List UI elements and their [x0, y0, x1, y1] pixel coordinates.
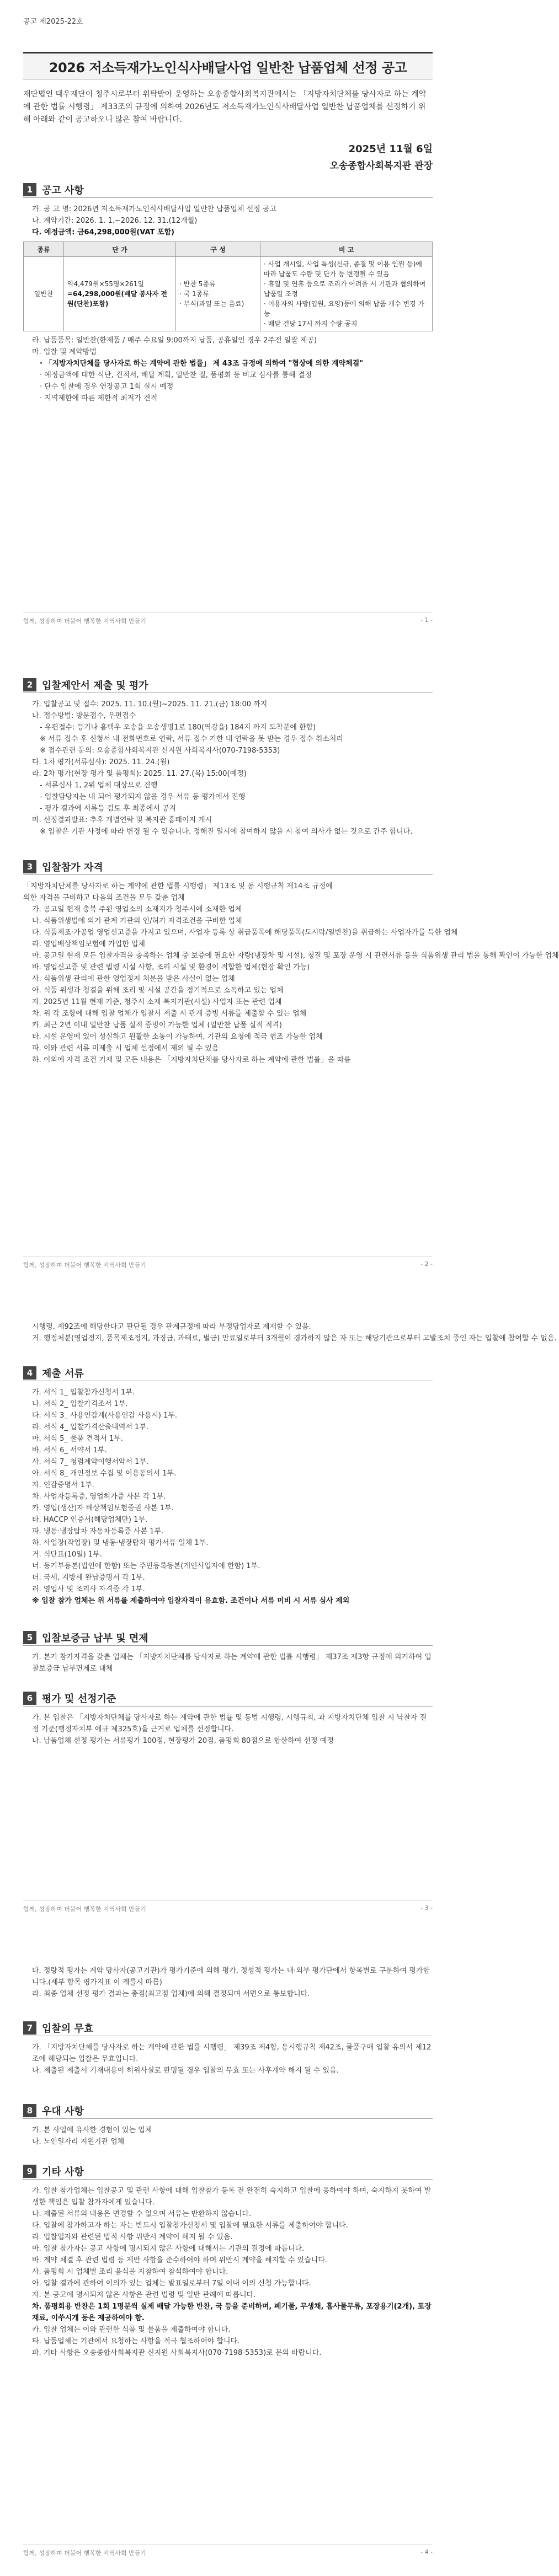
page-number: - 4 - [420, 2548, 433, 2556]
table-cell [176, 257, 260, 331]
text-line: 나. 식품위생법에 의거 관계 기관의 인/허가 자격조건을 구비한 업체 [32, 917, 242, 925]
section-6 [23, 1690, 433, 1747]
text-line: 다. 정량적 평가는 계약 당사자(공고기관)가 평가기준에 의해 평가, 정성적 평가는 내·외부 평가단에서 항목별로 구분하여 평가합니다.(세부 항목 평가지표 이 계를시 따름) [32, 1967, 430, 1987]
text-line: 가. 본 입찰은 「지방자치단체를 당사자로 하는 계약에 관한 법률 및 동법 시행령, 시행규칙, 과 지방자치단체 입찰 시 낙찰자 결정 기준(행정자치부 예규 제325호)을 근거로 업체를 선정합니다. [32, 1714, 427, 1734]
text-line: 가. 「지방자치단체를 당사자로 하는 계약에 관한 법률 시행령」 제39조 제4항, 동시행규칙 제42조, 물품구매 입찰 유의서 제12조에 해당되는 입찰은 무효입니다. [32, 2043, 432, 2063]
text-line: 파. 이와 관련 서류 미제출 시 업체 선정에서 제외 될 수 있음 [32, 1044, 219, 1053]
price-formula: 약4,479원×55명×261일 [67, 280, 145, 288]
section-9 [23, 2164, 433, 2359]
text-line: 아. 입찰 결과에 관하여 이의가 있는 업체는 발표일로부터 7일 이내 이의 신청 가능합니다. [32, 2279, 311, 2288]
contract-table [23, 242, 433, 331]
section-number: 1 [23, 183, 36, 196]
text-line: ※ 접수관련 문의: 오송종합사회복지관 신지원 사회복지사(070-7198-5353) [40, 747, 280, 755]
section-8 [23, 2103, 433, 2148]
text-line: 가. 공고일 현재 충북 주된 영업소의 소재지가 청주시에 소재한 업체 [32, 905, 242, 914]
text-line: 차. 사업자등록증, 영업허가증 사본 각 1부. [32, 1493, 166, 1501]
section-1 [23, 182, 433, 404]
section-title: 평가 및 선정기준 [42, 1693, 116, 1705]
text-line: 마. 공고일 현재 모든 입찰자격을 충족하는 업체 중 보증에 필요한 자량(냉장차 및 시설), 청결 및 포장 운영 시 관련서류 등을 식품위생 관리 법을 통해 확인이 가능한 업체 [32, 952, 559, 960]
title-text: 2026 저소득재가노인식사배달사업 일반찬 납품업체 선정 공고 [49, 60, 407, 76]
table-header: 단 가 [64, 242, 176, 257]
section-number: 6 [23, 1692, 36, 1705]
text-line: 가. 공 고 명: 2026년 저소득재가노인식사배달사업 일반찬 납품업체 선정 공고 [32, 205, 276, 213]
section-6-continued [23, 1965, 433, 2000]
text-line: 자. 인감증명서 1부. [32, 1481, 94, 1489]
footer-note: 함께, 성장하며 더불어 행복한 지역사회 만들기 [23, 1262, 146, 1269]
text-line: 타. 시설 운영에 있어 성실하고 원활한 소통이 가능하며, 기관의 요청에 적극 협조 가능한 업체 [32, 1033, 323, 1041]
text-line: 차. 품평회용 반찬은 1회 1명분씩 실제 배달 가능한 반찬, 국 등을 준비하며, 폐기물, 무생채, 흡사물무류, 포장용기(2개), 포장재료, 이쑤시개 등은 제공하여야 함. [32, 2303, 432, 2322]
text-line: 타. 납품업체는 기관에서 요청하는 사항을 적극 협조하여야 합니다. [32, 2337, 240, 2346]
text-line: 마. 서식 5_ 물품 견적서 1부. [32, 1435, 123, 1443]
text-line: 마. 입찰 및 계약방법 [32, 348, 97, 356]
comp-item: · 부식(과일 또는 음료) [179, 300, 244, 308]
notice-id: 공고 제2025-22호 [23, 18, 83, 26]
note-item: · 휴일 및 연휴 등으로 조리가 어려울 시 기관과 협의하여 납품일 조정 [264, 280, 426, 298]
text-line: 하. 이외에 자격 조건 기재 및 모든 내용은 「지방자치단체를 당사자로 하는 계약에 관한 법률」을 따름 [32, 1056, 351, 1064]
document-title [23, 52, 433, 79]
text-line: · 「지방자치단체를 당사자로 하는 계약에 관한 법률」 제 43조 규정에 의하여 "협상에 의한 계약체결" [40, 359, 364, 368]
section-5 [23, 1630, 433, 1675]
section-3-continued [23, 1321, 557, 1344]
text-line: - 서류심사 1, 2위 업체 대상으로 진행 [40, 781, 158, 790]
text-line: ※ 입찰 참가 업체는 위 서류를 제출하여야 입찰자격이 유효함. 조건이나 서류 미비 시 서류 심사 제외 [32, 1597, 350, 1605]
section-4 [23, 1365, 433, 1607]
text-line: - 평가 결과에 서류등 검토 후 최종에서 공지 [40, 804, 177, 813]
table-header: 비 고 [260, 242, 433, 257]
text-line: 라. 입찰업자와 관련된 법적 사항 위반시 계약이 해지 될 수 있음. [32, 2233, 233, 2241]
text-line: 파. 냉동·냉장탑차 자동차등록증 사본 1부. [32, 1527, 164, 1536]
text-line: 나. 서식 2_ 입찰가격조서 1부. [32, 1400, 128, 1408]
intro-paragraph: 재단법인 대우재단이 청주시로부터 위탁받아 운영하는 오송종합사회복지관에서는 「지방자치단체를 당사자로 하는 계약에 관한 법률 시행령」 제33조의 규정에 의하여 2026년도 저소득재가노인식사배달사업 일반찬 납품업체를 선정하기 위해 아래와 같이 공고하오니 많은 참여 바랍니다. [23, 90, 427, 124]
text-line: 가. 서식 1_ 입찰참가신청서 1부. [32, 1388, 135, 1397]
section-number: 2 [23, 678, 36, 691]
section-3 [23, 859, 559, 1066]
text-line: 나. 납품업체 선정 평가는 서류평가 100점, 현장평가 20점, 품평회 80점으로 합산하여 선정 예정 [32, 1737, 334, 1745]
note-item: · 사업 개시일, 사업 특성(신규, 종결 및 이용 인원 등)에 따라 납품도 수량 및 단가 등 변경될 수 있음 [264, 260, 422, 278]
text-line: 가. 본 사업에 유사한 경험이 있는 업체 [32, 2126, 152, 2134]
text-line: 다. 식품제조·가공업 영업신고증을 가지고 있으며, 사업자 등록 상 취급품목에 해당품목(도시락/일반찬)을 취급하는 사업자가를 득한 업체 [32, 929, 458, 937]
text-line: 라. 서식 4_ 입찰가격산출내역서 1부. [32, 1423, 149, 1431]
text-line: 자. 2025년 11월 현재 기준, 청주시 소재 복지기관(시설) 사업자 또는 관련 업체 [32, 998, 282, 1006]
section-number: 9 [23, 2165, 36, 2178]
section-title: 우대 사항 [42, 2106, 84, 2117]
table-cell: 일반찬 [24, 257, 64, 331]
section-title: 입찰참가 자격 [42, 862, 103, 873]
section-7 [23, 2020, 433, 2076]
page-footer [23, 2545, 433, 2557]
text-line: 거. 식단표(10일) 1부. [32, 1550, 102, 1559]
section-number: 3 [23, 860, 36, 873]
text-line: 가. 입찰공고 및 접수: 2025. 11. 10.(월)~2025. 11. 21.(금) 18:00 까지 [32, 700, 268, 709]
text-line: 다. 예정금액: 금64,298,000원(VAT 포함) [32, 228, 174, 237]
section-header [23, 1690, 433, 1706]
text-line: 마. 선정결과발표: 추후 개별연락 및 복지관 홈페이지 게시 [32, 816, 212, 824]
page-footer [23, 1901, 433, 1913]
text-line: 「지방자치단체를 당사자로 하는 계약에 관한 법률 시행령」 제13조 및 동 시행규칙 제14조 규정에 [23, 882, 333, 890]
text-line: 사. 식품위생 관리에 관한 영업정지 처분을 받은 사실이 없는 업체 [32, 975, 235, 983]
text-line: 차. 위 각 조항에 대해 입찰 업체가 입찰서 제출 시 관계 증빙 서류를 제출할 수 있는 업체 [32, 1010, 307, 1018]
section-2 [23, 677, 433, 838]
page-footer [23, 613, 433, 625]
text-line: 라. 최종 업체 선정 평가 결과는 총점(최고점 업체)에 의해 결정되며 서면으로 통보합니다. [32, 1990, 310, 1998]
section-header [23, 2103, 433, 2119]
text-line: 다. 서식 3_ 사용인감계(사용인감 사용시) 1부. [32, 1412, 178, 1420]
text-line: 타. HACCP 인증서(해당업체만) 1부. [32, 1516, 148, 1524]
text-line: 라. 2차 평가(현장 평가 및 품평회): 2025. 11. 27.(목) 15:00(예정) [32, 770, 247, 778]
page-3 [0, 1288, 557, 1932]
text-line: 나. 노인일자리 지원기관 업체 [32, 2138, 125, 2146]
text-line: - 우편접수: 등기나 홈택우 오송읍 오송생명1로 180(역강읍) 184지 까지 도착분에 한함) [40, 723, 316, 732]
section-number: 8 [23, 2104, 36, 2117]
text-line: 바. 서식 6_ 서약서 1부. [32, 1446, 107, 1455]
text-line: 의한 자격을 구비하고 다음의 조건을 모두 갖춘 업체 [23, 894, 185, 902]
comp-item: · 반찬 5종류 [179, 280, 216, 288]
table-header: 구 성 [176, 242, 260, 257]
table-cell [260, 257, 433, 331]
section-title: 입찰의 무효 [42, 2023, 94, 2035]
text-line: 나. 계약기간: 2026. 1. 1.~2026. 12. 31.(12개월) [32, 217, 198, 225]
text-line: 너. 등기부등본(법인에 한함) 또는 주민등록등본(개인사업자에 한함) 1부. [32, 1562, 260, 1570]
section-number: 5 [23, 1631, 36, 1644]
section-header [23, 182, 433, 198]
table-row [24, 257, 433, 331]
section-title: 제출 서류 [42, 1368, 84, 1380]
text-line: 가. 입찰 참가업체는 입찰공고 및 관련 사항에 대해 입찰참가 등록 전 완전히 숙지하고 입찰에 응하여야 하며, 숙지하지 못하여 발생한 책임은 입찰 참가자에게 있습니다. [32, 2187, 432, 2207]
note-item: · 이용자의 사망(입원, 요양)등에 의해 납품 개수 변경 가능 [264, 300, 424, 318]
section-header [23, 1365, 433, 1381]
table-header: 종류 [24, 242, 64, 257]
footer-note: 함께, 성장하며 더불어 행복한 지역사회 만들기 [23, 618, 146, 625]
text-line: 라. 영업배상책임보험에 가입한 업체 [32, 940, 145, 948]
section-title: 입찰제안서 제출 및 평가 [42, 680, 148, 691]
section-header [23, 1630, 433, 1646]
text-line: 아. 서식 8_ 개인정보 수집 및 이용동의서 1부. [32, 1469, 177, 1478]
section-number: 7 [23, 2021, 36, 2035]
text-line: · 지역제한에 따른 제한적 최저가 견적 [40, 394, 158, 402]
price-total: =64,298,000원(배달 봉사자 전원(단찬)포함) [67, 290, 167, 308]
footer-note: 함께, 성장하며 더불어 행복한 지역사회 만들기 [23, 2550, 146, 2557]
note-item: · 배달 건당 17시 까지 수량 공지 [264, 320, 358, 328]
text-line: 시행령, 제92조에 해당한다고 판단될 경우 관계규정에 따라 부정당업자로 제재할 수 있음. [32, 1323, 311, 1331]
page-number: - 3 - [420, 1904, 433, 1912]
section-header [23, 677, 433, 693]
text-line: 나. 제출된 서류의 내용은 변경할 수 없으며 서류는 반환하지 않습니다. [32, 2210, 252, 2218]
text-line: 러. 영업사 및 조리사 자격증 각 1부. [32, 1585, 145, 1593]
text-line: 라. 납품품목: 일반찬(한제품 / 매주 수요일 9:00까지 납품, 공휴일인 경우 2주전 일괄 제공) [32, 336, 317, 345]
text-line: 자. 본 공고에 명시되지 않은 사항은 관련 법령 및 일반 관례에 따릅니다. [32, 2291, 256, 2299]
text-line: 바. 영업신고증 및 관련 법령 시설 사항, 조리 시설 및 환경이 적합한 업체(현장 확인 가능) [32, 963, 310, 972]
page-number: - 1 - [420, 616, 433, 624]
section-header [23, 2020, 433, 2036]
section-header [23, 2164, 433, 2180]
text-line: 카. 최근 2년 이내 일반찬 납품 실적 증빙이 가능한 업체 (일반찬 납품 실적 적격) [32, 1021, 283, 1029]
footer-note: 함께, 성장하며 더불어 행복한 지역사회 만들기 [23, 1906, 146, 1913]
text-line: 다. 입찰에 참가하고자 하는 자는 반드시 입찰참가신청서 및 입찰에 필요한 서류를 제출하여야 합니다. [32, 2221, 348, 2230]
text-line: - 입찰담당자는 내 되어 평가되지 않을 경우 서류 등 평가에서 진행 [40, 793, 246, 801]
comp-item: · 국 1종류 [179, 290, 209, 298]
page-footer [23, 1257, 433, 1269]
page-4 [0, 1932, 456, 2576]
issuing-org: 오송종합사회복지관 관장 [329, 160, 433, 171]
text-line: · 예정금액에 대한 식단, 견적서, 배달 계획, 일반찬 질, 품평회 등 비교 심사를 통해 결정 [40, 371, 312, 379]
text-line: 나. 접수방법: 방문접수, 우편접수 [32, 712, 136, 720]
text-line: ※ 서류 접수 후 신청서 내 전화번호로 연락, 서류 접수 기한 내 연락을 못 받는 경우 접수 취소처리 [40, 735, 343, 743]
text-line: 파. 기타 사항은 오송종합사회복지관 신지원 사회복지사(070-7198-5353)로 문의 바랍니다. [32, 2349, 322, 2357]
page-2 [0, 644, 559, 1288]
text-line: 하. 사업장(작업장) 및 냉동·냉장탑차 평가서류 일체 1부. [32, 1539, 209, 1547]
section-number: 4 [23, 1366, 36, 1380]
text-line: 마. 입찰 참가자는 공고 사항에 명시되지 않은 사항에 대해서는 기관의 결정에 따릅니다. [32, 2245, 305, 2253]
text-line: 카. 입찰 업체는 이와 관련한 식품 및 물품을 제출하여야 합니다. [32, 2326, 231, 2334]
text-line: 거. 행정처분(영업정지, 품목제조정지, 과징금, 과태료, 벌금) 만료일로부터 3개월이 경과하지 않은 자 또는 해당기관으로부터 고발조치 중인 자는 입찰에 참여할 수 없음. [32, 1334, 557, 1343]
text-line: 바. 계약 체결 후 관련 법령 등 제반 사항을 준수하여야 하며 위반시 계약을 해지할 수 있습니다. [32, 2256, 327, 2264]
text-line: 사. 품평회 시 업체별 조리 음식을 지참하여 참석하여야 합니다. [32, 2268, 228, 2276]
section-title: 기타 사항 [42, 2166, 84, 2178]
text-line: 다. 1차 평가(서류심사): 2025. 11. 24.(월) [32, 758, 170, 766]
section-title: 공고 사항 [42, 185, 84, 196]
section-title: 입찰보증금 납부 및 면제 [42, 1633, 148, 1644]
page-1 [0, 0, 456, 644]
text-line: 나. 제출된 제출서 기재내용이 허위사실로 판명될 경우 입찰의 무효 또는 사후계약 해지 될 수 있음. [32, 2067, 339, 2075]
text-line: ※ 입찰은 기관 사정에 따라 변경 될 수 있습니다. 정해진 일시에 참여하지 않을 시 참여 의사가 없는 것으로 간주 합니다. [40, 828, 413, 836]
table-cell [64, 257, 176, 331]
notice-date: 2025년 11월 6일 [348, 143, 433, 155]
text-line: 더. 국세, 지방세 완납증명서 각 1부. [32, 1574, 145, 1582]
text-line: · 단수 입찰에 경우 연장공고 1회 실시 예정 [40, 383, 174, 391]
page-number: - 2 - [420, 1260, 433, 1268]
text-line: 가. 본기 참가자격을 갖춘 업체는 「지방자치단체를 당사자로 하는 계약에 관한 법률 시행령」 제37조 제3항 규정에 의거하여 입찰보증금 납부면제로 대체 [32, 1653, 432, 1673]
text-line: 사. 서식 7_ 청렴계약이행서약서 1부. [32, 1458, 149, 1466]
section-header [23, 859, 433, 875]
text-line: 카. 영업(생산)자 배상책임보험증권 사본 1부. [32, 1504, 174, 1512]
text-line: 아. 식품 위생과 청결을 위해 조리 및 시설 공간을 정기적으로 소독하고 있는 업체 [32, 986, 284, 995]
